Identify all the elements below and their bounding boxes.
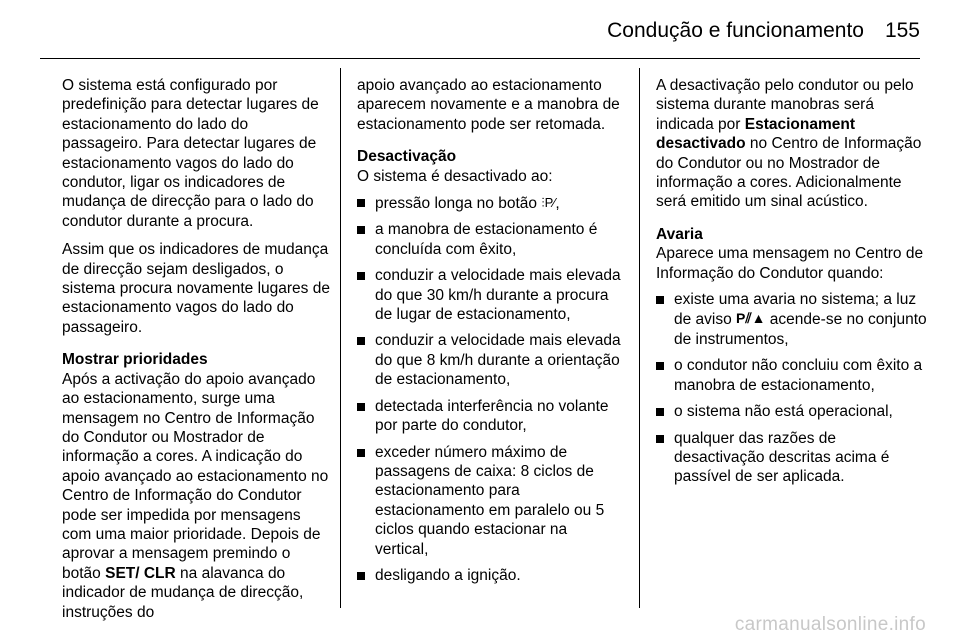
column-divider-1 [340,68,341,608]
list-item: exceder número máximo de passagens de caixa: 8 ciclos de estacionamento para estacionamento em paralelo ou 5 ciclos quando estacionar na vertical, [357,443,623,559]
page-header [0,16,960,52]
set-clr-button-label: SET/ CLR [105,564,176,582]
bullet-icon [656,408,664,416]
bullet-icon [656,296,664,304]
list-item: qualquer das razões de desactivação descritas acima é passível de ser aplicada. [656,429,928,487]
section-heading-priorities: Mostrar prioridades [62,351,208,369]
bullet-icon [357,272,365,280]
deactivation-list [357,193,623,585]
page-title: Condução e funcionamento [607,19,864,42]
list-item: desligando a ignição. [357,566,623,585]
header-divider [40,58,920,59]
bullet-icon [357,403,365,411]
bullet-icon [357,449,365,457]
bullet-icon [357,572,365,580]
column-1 [62,76,330,631]
list-item: conduzir a velocidade mais elevada do que 8 km/h durante a orientação de estacionamento, [357,331,623,389]
column-divider-2 [639,68,640,608]
paragraph: Após a activação do apoio avançado ao estacionamento, surge uma mensagem no Centro de Informação do Condutor ou Mostrador de informação a cores. A indicação do apoio avançado ao estacionamento no Centro de Informação do Condutor pode ser impedida por mensagens com uma maior prioridade. Depois de aprovar a mensagem premindo o botão SET/ CLR na alavanca do indicador de mudança de direcção, instruções do [62,370,329,621]
list-item: conduzir a velocidade mais elevada do que 30 km/h durante a procura de lugar de estacionamento, [357,266,623,324]
watermark: carmanualsonline.info [734,614,926,635]
page-number: 155 [884,19,920,42]
parking-warning-light-icon: P⫽▲ [736,310,766,327]
column-3 [656,76,928,494]
list-item: detectada interferência no volante por parte do condutor, [357,397,623,436]
list-item: existe uma avaria no sistema; a luz de aviso P⫽▲ acende-se no conjunto de instrumentos, [656,290,928,349]
list-item: pressão longa no botão ⫶P⁄, [357,193,623,213]
parking-assist-icon: ⫶P⁄ [541,195,556,211]
deactivated-message-label: Estacionament desactivado [656,115,856,153]
list-item: o sistema não está operacional, [656,402,928,421]
list-item: a manobra de estacionamento é concluída com êxito, [357,220,623,259]
paragraph: Assim que os indicadores de mudança de direcção sejam desligados, o sistema procura novamente lugares de estacionamento vagos do lado do passageiro. [62,241,330,336]
paragraph: A desactivação pelo condutor ou pelo sistema durante manobras será indicada por Estacionament desactivado no Centro de Informação do Condutor ou no Mostrador de informação a cores. Adicionalmente será emitido um sinal acústico. [656,77,922,211]
bullet-icon [656,435,664,443]
column-2 [357,76,623,592]
section-heading-fault: Avaria [656,225,703,243]
fault-list [656,290,928,487]
bullet-icon [357,337,365,345]
paragraph: O sistema é desactivado ao: [357,167,553,185]
paragraph: apoio avançado ao estacionamento aparecem novamente e a manobra de estacionamento pode ser retomada. [357,77,620,133]
list-item: o condutor não concluiu com êxito a manobra de estacionamento, [656,356,928,395]
bullet-icon [357,226,365,234]
paragraph: Aparece uma mensagem no Centro de Informação do Condutor quando: [656,245,924,282]
section-heading-deactivation: Desactivação [357,148,457,166]
bullet-icon [357,199,365,207]
bullet-icon [656,362,664,370]
paragraph: O sistema está configurado por predefinição para detectar lugares de estacionamento do lado do passageiro. Para detectar lugares de estacionamento vagos do lado do condutor, ligar os indicadores de mudança de direcção para o lado do condutor durante a procura. [62,77,319,230]
